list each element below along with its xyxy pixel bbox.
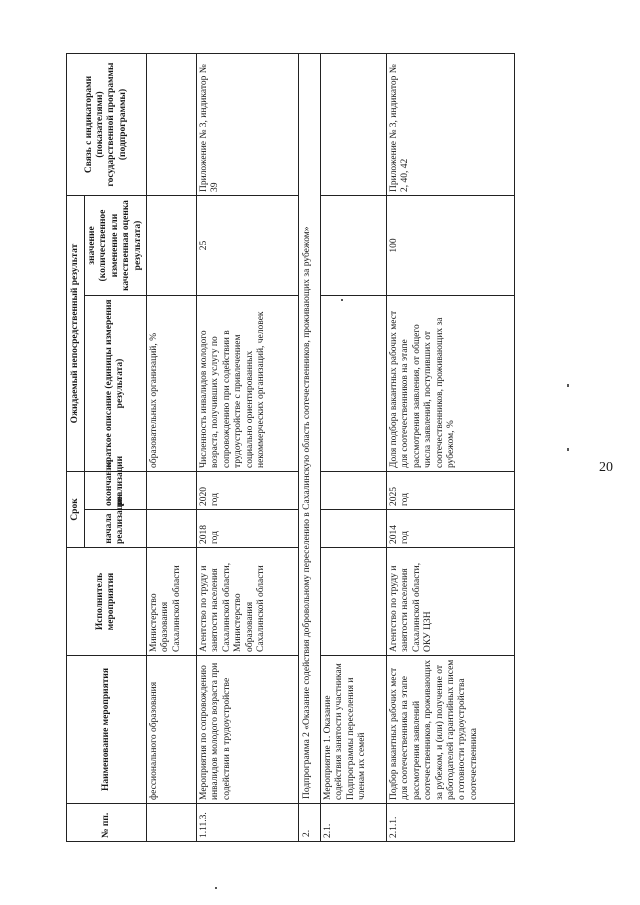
row-link: Приложение № 3, индикатор № 39 (196, 54, 298, 196)
row-num: 1.11.3. (196, 804, 298, 842)
table-row (146, 54, 196, 842)
scan-speck (341, 299, 343, 301)
scan-speck (215, 887, 217, 889)
row-value: 25 (196, 196, 298, 296)
row-start: 2014 год (386, 510, 514, 548)
header-term: Срок (67, 472, 85, 548)
row-start (146, 510, 196, 548)
row-desc: Численность инвалидов молодого возраста, получивших услугу по сопровождению при содействии в трудоустройстве с привлечением социально ориентированных некоммерческих организаций, человек (196, 296, 298, 472)
row-value: 100 (386, 196, 514, 296)
row-desc (320, 296, 386, 472)
subprogram-num: 2. (298, 804, 320, 842)
row-link (320, 54, 386, 196)
page-number: 20 (599, 460, 613, 475)
measures-table (66, 53, 515, 842)
row-end (146, 472, 196, 510)
scan-speck (567, 384, 569, 387)
row-link: Приложение № 3, индикатор № 2, 40, 42 (386, 54, 514, 196)
row-name: Мероприятия по сопровождению инвалидов молодого возраста при содействии в трудоустройстве (196, 656, 298, 804)
row-end: 2025 год (386, 472, 514, 510)
row-num: 2.1.1. (386, 804, 514, 842)
row-value (320, 196, 386, 296)
header-executor: Исполнитель мероприятия (67, 548, 147, 656)
row-num (146, 804, 196, 842)
header-name: Наименование мероприятия (67, 656, 147, 804)
header-term-start: начала реализации (85, 510, 147, 548)
table-row (386, 54, 514, 842)
header-result-desc: краткое описание (единицы измерения результата) (85, 296, 147, 472)
row-name: Мероприятие 1. Оказание содействия занятости участникам Подпрограммы переселения и членам их семей (320, 656, 386, 804)
row-executor: Министерство образования Сахалинской области (146, 548, 196, 656)
table-row (196, 54, 298, 842)
row-num: 2.1. (320, 804, 386, 842)
header-result: Ожидаемый непосредственный результат (67, 196, 85, 472)
row-start (320, 510, 386, 548)
header-result-value: значение (количественное изменение или качественная оценка результата) (85, 196, 147, 296)
subprogram-title: Подпрограмма 2 «Оказание содействия добровольному переселению в Сахалинскую область соотечественников, проживающих за рубежом» (298, 54, 320, 804)
row-end: 2020 год (196, 472, 298, 510)
row-end (320, 472, 386, 510)
row-executor: Агентство по труду и занятости населения Сахалинской области, ОКУ ЦЗН (386, 548, 514, 656)
row-desc: Доля подбора вакантных рабочих мест для соотечественников на этапе рассмотрения заявления, от общего числа заявлений, поступивших от соотечественников, проживающих за рубежом, % (386, 296, 514, 472)
header-num: № пп. (67, 804, 147, 842)
row-executor: Агентство по труду и занятости населения Сахалинской области, Министерство образования Сахалинской области (196, 548, 298, 656)
header-link: Связь с индикаторами (показателями) государственной программы (подпрограммы) (67, 54, 147, 196)
row-name: Подбор вакантных рабочих мест для соотечественника на этапе рассмотрения заявлений соотечественников, проживающих за рубежом, и (или) получение от работодателей гарантийных писем о готовности трудоустройства соотечественника (386, 656, 514, 804)
row-value (146, 196, 196, 296)
table-row (320, 54, 386, 842)
header-term-end: окончания реализации (85, 472, 147, 510)
row-link (146, 54, 196, 196)
row-name: фессионального образования (146, 656, 196, 804)
subprogram-row (298, 54, 320, 842)
row-executor (320, 548, 386, 656)
scan-speck (567, 448, 569, 451)
row-desc: образовательных организаций, % (146, 296, 196, 472)
row-start: 2018 год (196, 510, 298, 548)
